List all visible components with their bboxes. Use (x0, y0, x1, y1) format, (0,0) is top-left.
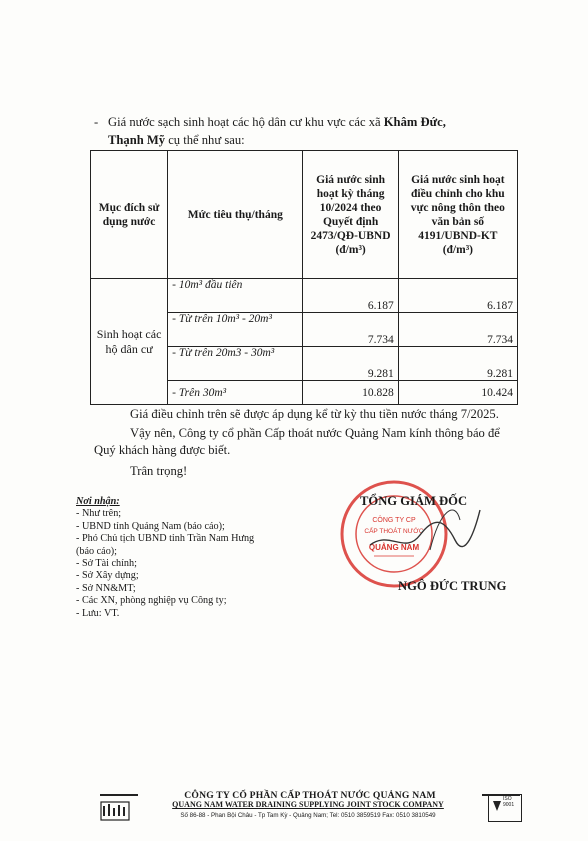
header-level: Mức tiêu thụ/tháng (168, 151, 303, 279)
old-price-cell: 6.187 (303, 279, 398, 313)
intro-dash: - (94, 115, 99, 129)
svg-text:CẤP THOÁT NƯỚC: CẤP THOÁT NƯỚC (364, 528, 424, 535)
apply-paragraph: Giá điều chỉnh trên sẽ được áp dụng kể từ kỳ thu tiền nước tháng 7/2025. (130, 407, 499, 421)
recipient-item: - UBND tỉnh Quảng Nam (báo cáo); (76, 520, 225, 532)
level-cell: - 10m³ đầu tiên (168, 279, 303, 313)
recipients-block (76, 496, 254, 620)
header-new-price: Giá nước sinh hoạt điều chỉnh cho khu vực nông thôn theo văn bản số 4191/UBND-KT (đ/m³) (398, 151, 517, 279)
signature-name: NGÔ ĐỨC TRUNG (398, 579, 507, 593)
notice-line-2: Quý khách hàng được biết. (94, 443, 231, 457)
notice-line-1: Vậy nên, Công ty cổ phần Cấp thoát nước Quảng Nam kính thông báo để (130, 426, 500, 440)
old-price-cell: 10.828 (303, 381, 398, 405)
intro-line-1 (108, 113, 528, 131)
old-price-cell: 9.281 (303, 347, 398, 381)
footer-address: Số 86-88 - Phan Bội Châu - Tp Tam Kỳ - Quảng Nam; Tel: 0510 3859519 Fax: 0510 3810549 (180, 812, 436, 819)
recipients-title: Nơi nhận: (76, 496, 120, 507)
intro-place-1: Khâm Đức, (383, 115, 446, 129)
new-price-cell: 10.424 (398, 381, 517, 405)
header-old-price: Giá nước sinh hoạt kỳ tháng 10/2024 theo Quyết định 2473/QĐ-UBND (đ/m³) (303, 151, 398, 279)
purpose-cell: Sinh hoạt các hộ dân cư (91, 279, 168, 405)
iso-badge-icon (488, 794, 522, 822)
new-price-cell: 6.187 (398, 279, 517, 313)
intro-text: Giá nước sạch sinh hoạt các hộ dân cư khu vực các xã (108, 115, 384, 129)
iso-label: ISO 9001 (503, 796, 515, 808)
intro-place-2: Thạnh Mỹ (108, 133, 166, 147)
recipient-item: (báo cáo); (76, 545, 118, 557)
table-row (91, 279, 518, 313)
new-price-cell: 9.281 (398, 347, 517, 381)
signature-title: TỔNG GIÁM ĐỐC (360, 494, 468, 508)
svg-text:CÔNG TY CP: CÔNG TY CP (372, 517, 416, 524)
recipient-item: - Lưu: VT. (76, 607, 120, 619)
intro-paragraph (94, 113, 528, 147)
regards-text: Trân trọng! (130, 464, 188, 478)
new-price-cell: 7.734 (398, 313, 517, 347)
footer-company-name-en: QUANG NAM WATER DRAINING SUPPLYING JOINT STOCK COMPANY (172, 800, 444, 809)
svg-text:QUẢNG NAM: QUẢNG NAM (368, 543, 420, 552)
recipient-item: - Sở Tài chính; (76, 558, 137, 570)
recipient-item: - Các XN, phòng nghiệp vụ Công ty; (76, 595, 227, 607)
level-cell: - Trên 30m³ (168, 381, 303, 405)
recipient-item: - Sở Xây dựng; (76, 570, 139, 582)
old-price-cell: 7.734 (303, 313, 398, 347)
intro-text-end: cụ thể như sau: (165, 133, 245, 147)
level-cell: - Từ trên 10m³ - 20m³ (168, 313, 303, 347)
water-price-table (90, 150, 518, 405)
header-purpose: Mục đích sử dụng nước (91, 151, 168, 279)
table-header-row (91, 151, 518, 279)
recipient-item: - Phó Chủ tịch UBND tỉnh Trần Nam Hưng (76, 533, 255, 545)
footer-company-name: CÔNG TY CỔ PHẦN CẤP THOÁT NƯỚC QUẢNG NAM (138, 790, 482, 801)
company-logo-icon (100, 796, 130, 822)
recipient-item: - Sở NN&MT; (76, 582, 136, 594)
intro-line-2 (108, 131, 245, 149)
recipient-item: - Như trên; (76, 508, 122, 520)
document-footer (100, 790, 520, 824)
level-cell: - Từ trên 20m3 - 30m³ (168, 347, 303, 381)
